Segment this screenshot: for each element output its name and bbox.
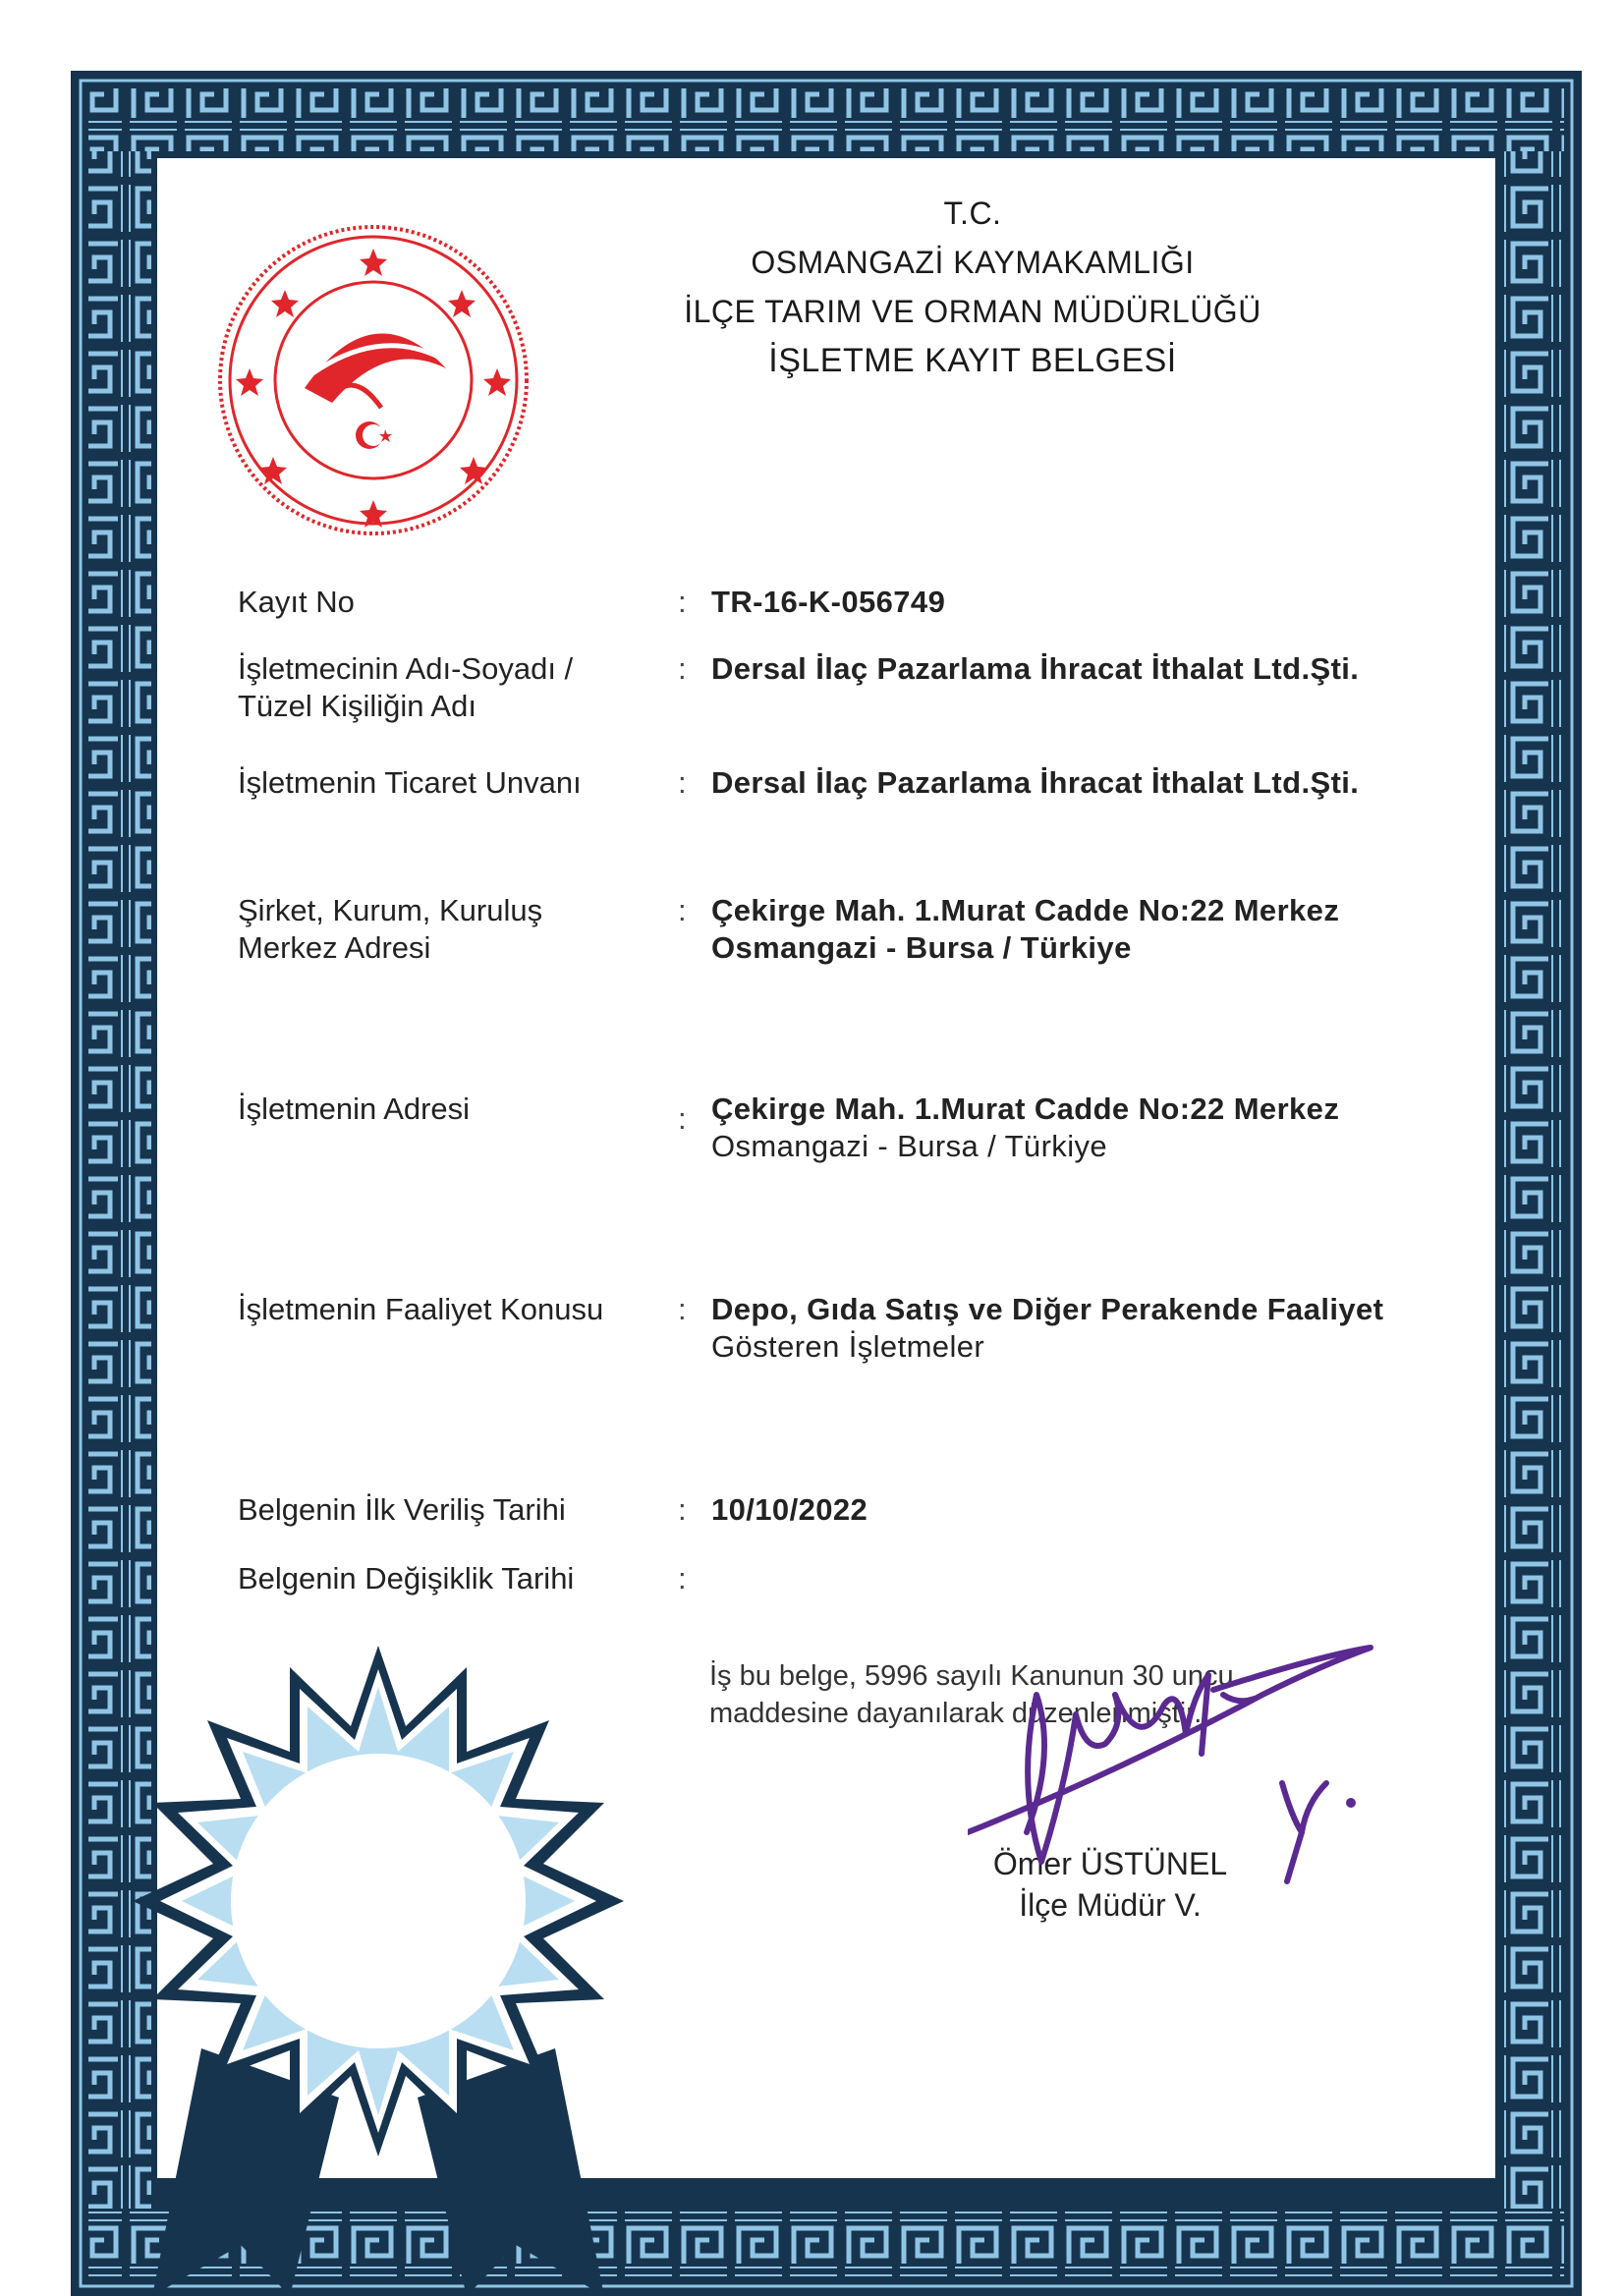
legal-note-line-2: maddesine dayanılarak düzenlenmiştir. (709, 1698, 1203, 1729)
legal-note-line-1: İş bu belge, 5996 sayılı Kanunun 30 uncu (709, 1660, 1234, 1692)
field-value: Dersal İlaç Pazarlama İhracat İthalat Ltd.Şti. (711, 765, 1360, 800)
handwritten-signature (968, 1636, 1380, 1921)
field-value-line-2: Osmangazi - Bursa / Türkiye (711, 930, 1132, 965)
ministry-emblem-icon (214, 221, 533, 540)
field-value-line-2: Gösteren İşletmeler (711, 1329, 985, 1364)
field-label: İşletmenin Ticaret Unvanı (238, 765, 582, 800)
field-value-line-1: Çekirge Mah. 1.Murat Cadde No:22 Merkez (711, 1092, 1340, 1126)
field-value-line-2: Osmangazi - Bursa / Türkiye (711, 1129, 1108, 1163)
field-label-line-1: İşletmecinin Adı-Soyadı / (238, 651, 574, 686)
field-value (711, 1091, 1458, 1165)
header-line-1: T.C. (943, 196, 1002, 231)
field-colon: : (678, 1292, 687, 1326)
field-label-line-1: Şirket, Kurum, Kuruluş (238, 893, 543, 927)
official-seal-rosette (123, 1636, 634, 2296)
field-colon: : (678, 1492, 687, 1527)
field-label: Kayıt No (238, 585, 355, 619)
field-value (711, 892, 1458, 967)
field-label (238, 892, 670, 967)
field-value-line-1: Çekirge Mah. 1.Murat Cadde No:22 Merkez (711, 893, 1340, 927)
field-label (238, 650, 670, 725)
field-value: Dersal İlaç Pazarlama İhracat İthalat Ltd.Şti. (711, 651, 1360, 686)
field-colon: : (678, 585, 687, 619)
field-label: İşletmenin Faaliyet Konusu (238, 1292, 604, 1326)
field-colon: : (678, 1101, 687, 1136)
field-colon: : (678, 893, 687, 927)
field-label-line-2: Tüzel Kişiliğin Adı (238, 689, 476, 723)
certificate-title: İŞLETME KAYIT BELGESİ (768, 342, 1177, 379)
field-colon: : (678, 1561, 687, 1596)
field-label: Belgenin Değişiklik Tarihi (238, 1561, 575, 1596)
field-label-line-2: Merkez Adresi (238, 930, 431, 965)
header-line-3: İLÇE TARIM VE ORMAN MÜDÜRLÜĞÜ (684, 294, 1261, 329)
signer-role: İlçe Müdür V. (1019, 1887, 1202, 1923)
field-value: TR-16-K-056749 (711, 585, 946, 619)
field-value: 10/10/2022 (711, 1492, 868, 1527)
field-colon: : (678, 651, 687, 686)
field-value-line-1: Depo, Gıda Satış ve Diğer Perakende Faaliyet (711, 1292, 1384, 1326)
signer-name: Ömer ÜSTÜNEL (992, 1846, 1228, 1881)
field-label: Belgenin İlk Veriliş Tarihi (238, 1492, 566, 1527)
header-line-2: OSMANGAZİ KAYMAKAMLIĞI (751, 245, 1195, 280)
field-colon: : (678, 765, 687, 800)
field-label: İşletmenin Adresi (238, 1092, 471, 1126)
field-value (711, 1291, 1458, 1366)
certificate-header (570, 189, 1375, 385)
